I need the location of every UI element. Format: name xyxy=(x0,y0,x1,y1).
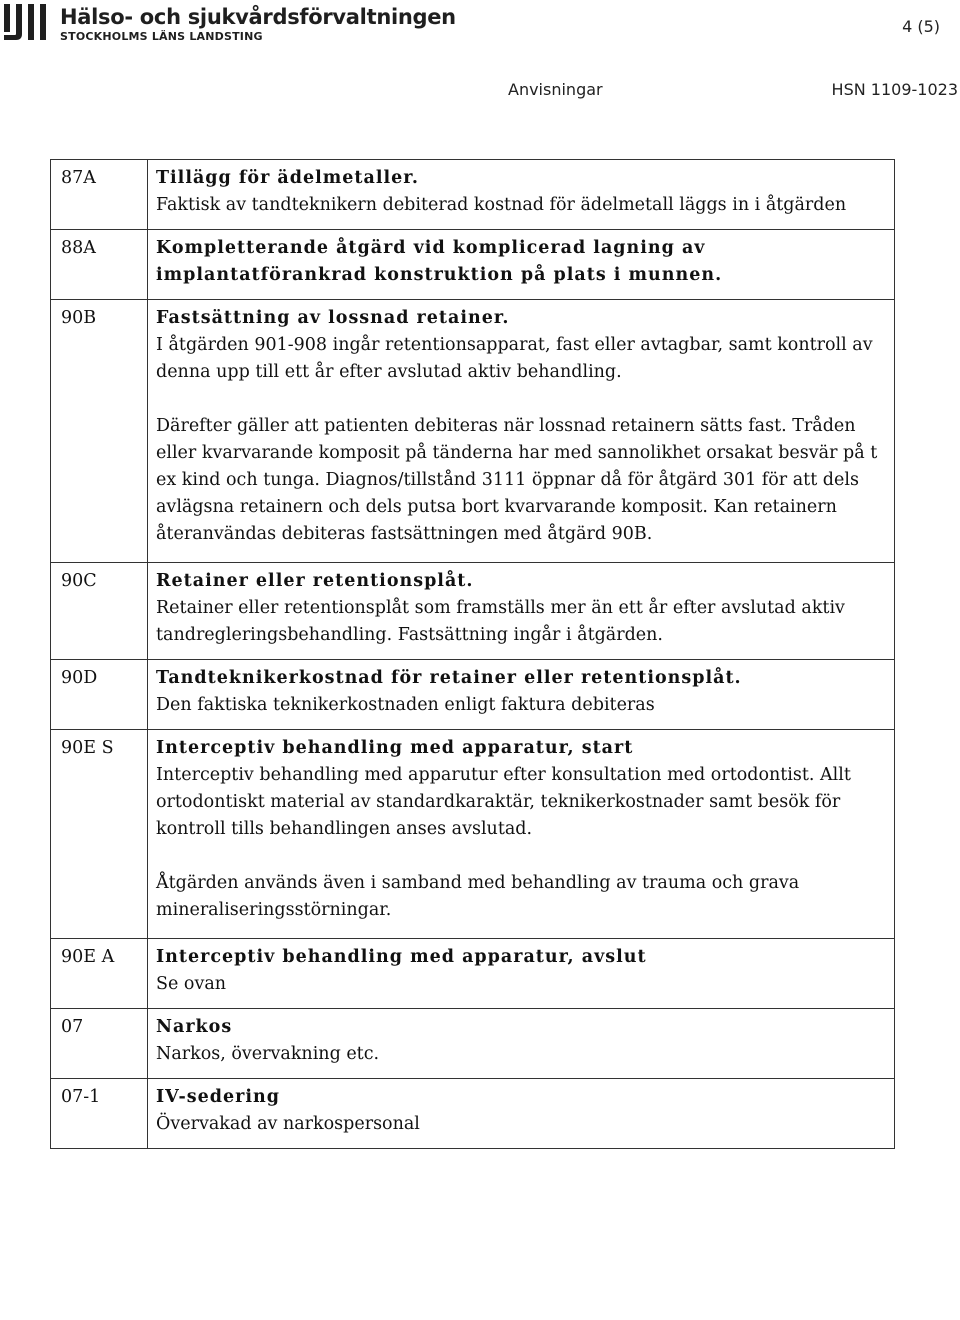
description-content xyxy=(148,1009,894,1078)
description-content xyxy=(148,300,894,562)
procedure-title: Tillägg för ädelmetaller. xyxy=(156,168,419,188)
code-cell xyxy=(51,1079,148,1149)
table-row xyxy=(51,563,895,660)
procedure-description: Faktisk av tandteknikern debiterad kostnad för ädelmetall läggs in i åtgärden xyxy=(156,195,847,215)
code-cell xyxy=(51,300,148,563)
procedure-title: Interceptiv behandling med apparatur, avslut xyxy=(156,947,647,967)
procedure-description: Åtgärden används även i samband med behandling av trauma och grava mineraliseringsstörningar. xyxy=(156,873,800,920)
description-content xyxy=(148,230,894,299)
table-row xyxy=(51,160,895,230)
description-cell xyxy=(148,730,895,939)
code-cell xyxy=(51,939,148,1009)
procedure-description: Den faktiska teknikerkostnaden enligt faktura debiteras xyxy=(156,695,655,715)
table-row xyxy=(51,730,895,939)
procedure-code-table xyxy=(50,159,895,1149)
description-cell xyxy=(148,1079,895,1149)
table-row xyxy=(51,230,895,300)
description-content xyxy=(148,1079,894,1148)
procedure-title: Tandteknikerkostnad för retainer eller retentionsplåt. xyxy=(156,668,742,688)
table-row xyxy=(51,300,895,563)
code-cell xyxy=(51,730,148,939)
procedure-code-table-body xyxy=(51,160,895,1149)
procedure-title: IV-sedering xyxy=(156,1087,280,1107)
code-cell xyxy=(51,563,148,660)
code-cell xyxy=(51,1009,148,1079)
description-content xyxy=(148,939,894,1008)
procedure-code: 07 xyxy=(61,1017,84,1037)
procedure-title: Narkos xyxy=(156,1017,233,1037)
procedure-code: 90C xyxy=(61,571,97,591)
procedure-code: 87A xyxy=(61,168,96,188)
table-row xyxy=(51,1009,895,1079)
description-content xyxy=(148,160,894,229)
procedure-code: 07-1 xyxy=(61,1087,101,1107)
description-cell xyxy=(148,230,895,300)
description-content xyxy=(148,730,894,938)
landsting-logo-icon xyxy=(2,2,54,42)
procedure-description: Narkos, övervakning etc. xyxy=(156,1044,380,1064)
description-cell xyxy=(148,660,895,730)
description-cell xyxy=(148,939,895,1009)
table-row xyxy=(51,660,895,730)
document-type: Anvisningar xyxy=(508,80,603,99)
description-cell xyxy=(148,1009,895,1079)
page-number: 4 (5) xyxy=(902,17,940,36)
procedure-title: Interceptiv behandling med apparatur, start xyxy=(156,738,634,758)
procedure-description: I åtgärden 901-908 ingår retentionsapparat, fast eller avtagbar, samt kontroll av denna upp till ett år efter avslutad aktiv behandling. xyxy=(156,335,873,382)
description-content xyxy=(148,660,894,729)
procedure-description: Övervakad av narkospersonal xyxy=(156,1114,420,1134)
code-cell xyxy=(51,660,148,730)
table-row xyxy=(51,1079,895,1149)
procedure-code: 90E S xyxy=(61,738,114,758)
procedure-code: 90B xyxy=(61,308,97,328)
description-cell xyxy=(148,300,895,563)
procedure-description: Därefter gäller att patienten debiteras när lossnad retainern sätts fast. Tråden eller kvarvarande komposit på tänderna har med sannolikhet orsakat besvär på t ex kind och tunga. Diagnos/tillstånd 3111 öppnar då för åtgärd 301 för att dels avlägsna retainern och dels putsa bort kvarvarande komposit. Kan retainern återanvändas debiteras fastsättningen med åtgärd 90B. xyxy=(156,416,878,544)
procedure-description: Retainer eller retentionsplåt som framställs mer än ett år efter avslutad aktiv tandregleringsbehandling. Fastsättning ingår i åtgärden. xyxy=(156,598,845,645)
description-cell xyxy=(148,563,895,660)
org-logo xyxy=(2,2,456,44)
procedure-code: 88A xyxy=(61,238,96,258)
procedure-title: Kompletterande åtgärd vid komplicerad lagning av implantatförankrad konstruktion på plats i munnen. xyxy=(156,238,723,285)
code-cell xyxy=(51,160,148,230)
procedure-description: Interceptiv behandling med apparutur efter konsultation med ortodontist. Allt ortodontiskt material av standardkaraktär, teknikerkostnader samt besök för kontroll tills behandlingen anses avslutad. xyxy=(156,765,851,839)
procedure-title: Fastsättning av lossnad retainer. xyxy=(156,308,510,328)
org-name: Hälso- och sjukvårdsförvaltningen xyxy=(60,5,456,29)
org-subtitle: STOCKHOLMS LÄNS LANDSTING xyxy=(60,30,263,43)
procedure-code: 90E A xyxy=(61,947,115,967)
description-content xyxy=(148,563,894,659)
code-cell xyxy=(51,230,148,300)
document-id: HSN 1109-1023 xyxy=(831,80,958,99)
procedure-description: Se ovan xyxy=(156,974,227,994)
procedure-code: 90D xyxy=(61,668,98,688)
table-row xyxy=(51,939,895,1009)
description-cell xyxy=(148,160,895,230)
procedure-title: Retainer eller retentionsplåt. xyxy=(156,571,474,591)
